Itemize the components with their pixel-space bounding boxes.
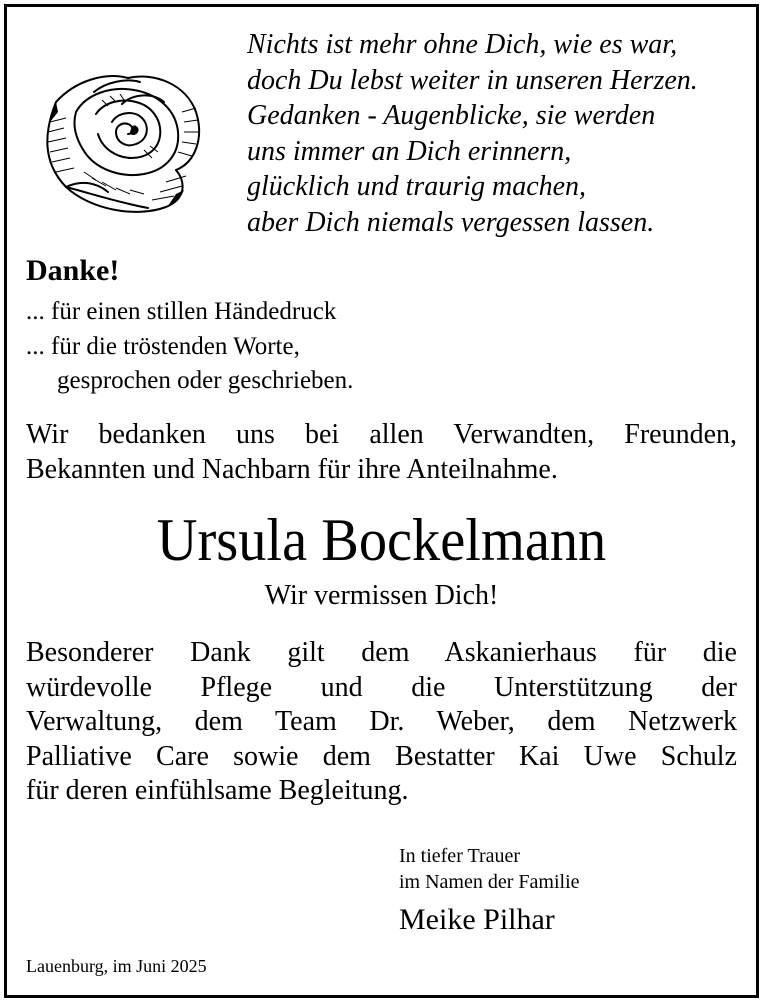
paragraph-line: Besonderer Dank gilt dem Askanierhaus für die (26, 637, 737, 668)
poem-line: Gedanken - Augenblicke, sie werden (247, 100, 656, 131)
poem-line: glücklich und traurig machen, (247, 171, 587, 202)
paragraph-line: würdevolle Pflege und die Unterstützung der (26, 671, 737, 703)
thanks-line: gesprochen oder geschrieben. (57, 367, 354, 394)
thanks-all-paragraph (26, 417, 737, 487)
poem (247, 27, 747, 240)
signature-block (399, 843, 580, 895)
thanks-line: ... für einen stillen Händedruck (26, 298, 337, 325)
signature-line: im Namen der Familie (399, 871, 580, 893)
paragraph-line: für deren einfühlsame Begleitung. (26, 775, 409, 806)
paragraph-line: Bekannten und Nachbarn für ihre Anteilnahme. (26, 454, 558, 485)
signer-name: Meike Pilhar (399, 903, 555, 936)
deceased-name: Ursula Bockelmann (156, 507, 607, 573)
signature-line: In tiefer Trauer (399, 845, 521, 867)
poem-line: uns immer an Dich erinnern, (247, 135, 572, 167)
thanks-list (26, 295, 353, 399)
thanks-line: ... für die tröstenden Worte, (26, 332, 300, 360)
special-thanks-paragraph (26, 636, 737, 809)
paragraph-line: Wir bedanken uns bei allen Verwandten, Freunden, (26, 419, 737, 450)
poem-line: aber Dich niemals vergessen lassen. (247, 206, 655, 238)
deceased-subtitle: Wir vermissen Dich! (264, 580, 499, 611)
thanks-heading: Danke! (26, 254, 120, 287)
place-date: Lauenburg, im Juni 2025 (26, 956, 207, 976)
poem-line: doch Du lebst weiter in unseren Herzen. (247, 64, 698, 96)
rose-icon (36, 42, 208, 220)
paragraph-line: Verwaltung, dem Team Dr. Weber, dem Netzwerk (26, 706, 737, 737)
paragraph-line: Palliative Care sowie dem Bestatter Kai Uwe Schulz (26, 740, 737, 772)
poem-line: Nichts ist mehr ohne Dich, wie es war, (247, 29, 678, 60)
